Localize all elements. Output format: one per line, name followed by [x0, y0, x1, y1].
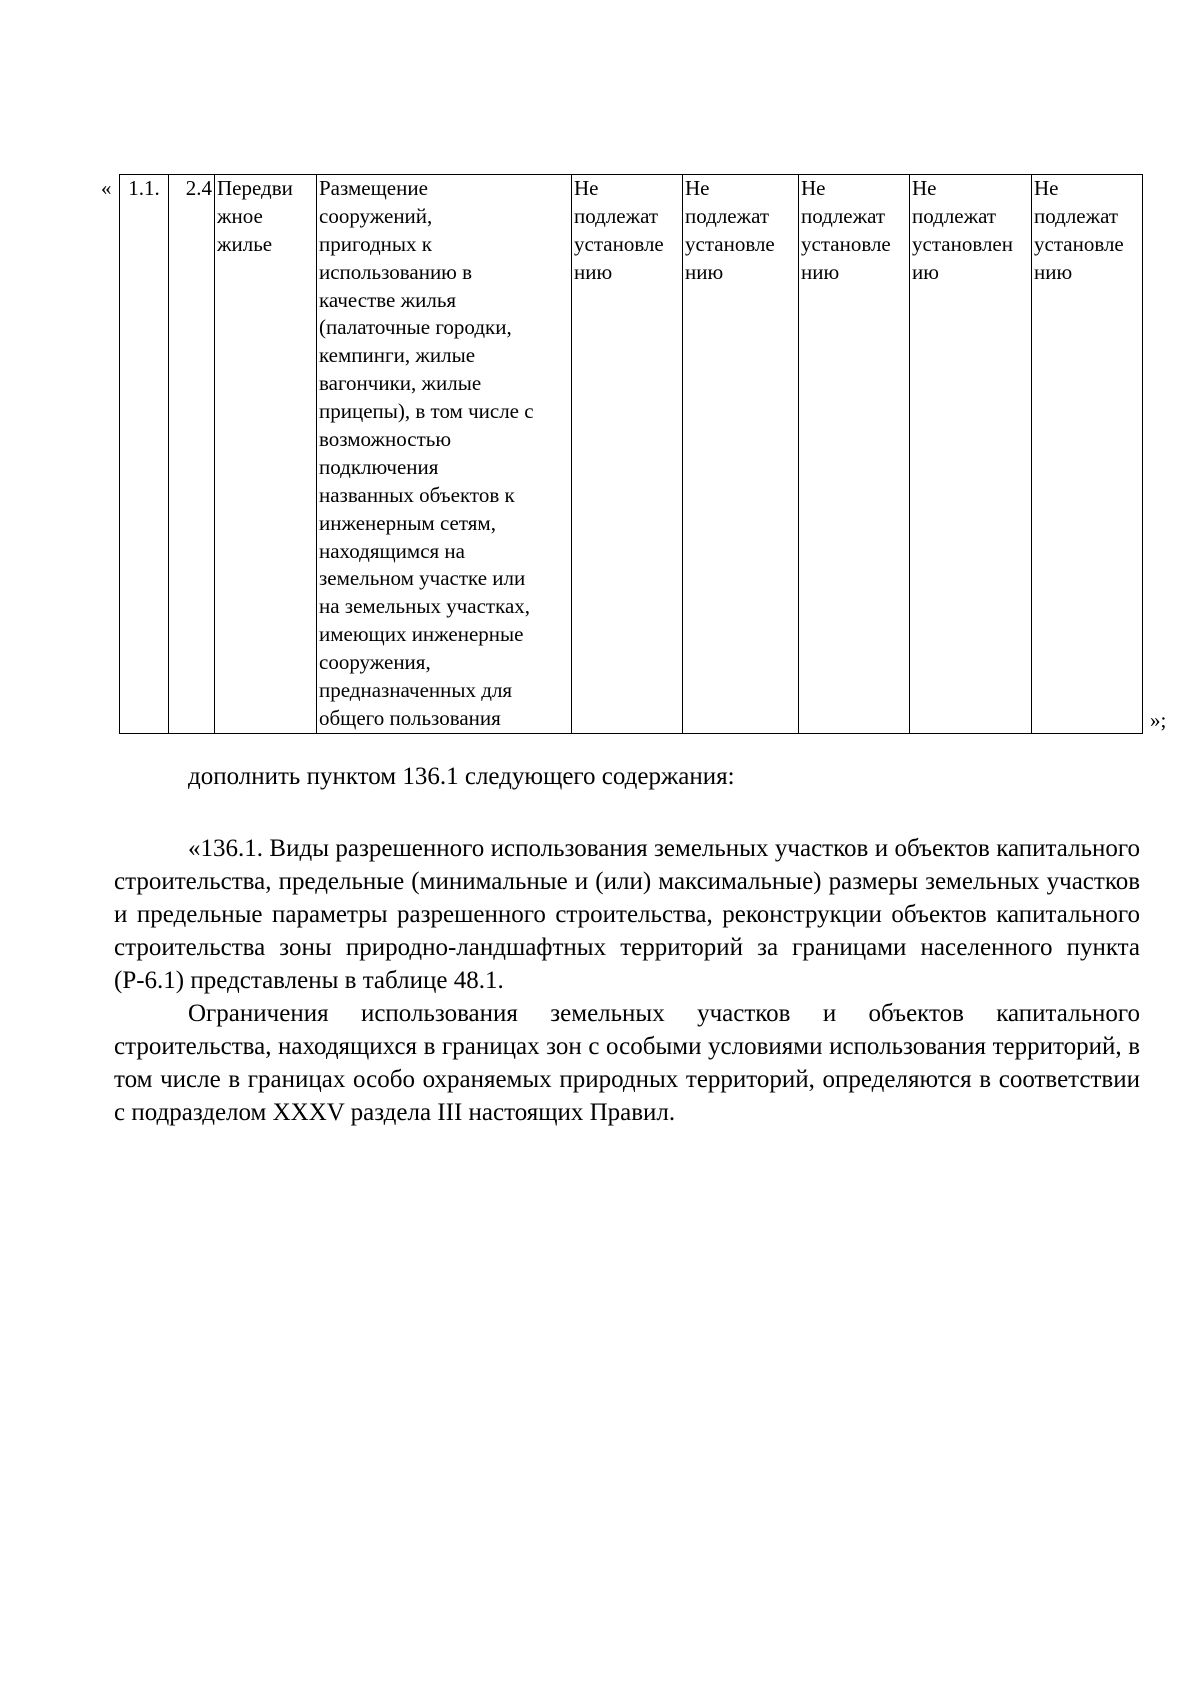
description-line: Размещение [319, 176, 428, 200]
param-line: установле [574, 231, 664, 256]
param-line: установле [801, 231, 891, 256]
description-line: вагончики, жилые [319, 371, 482, 396]
param-line: подлежат [574, 203, 659, 228]
param-line: Не [685, 176, 710, 200]
param-line: нию [685, 259, 724, 284]
param-line: установлен [912, 231, 1013, 256]
param-line: подлежат [912, 203, 997, 228]
cell-param-3 [799, 175, 910, 734]
cell-name [215, 175, 317, 734]
description-line: предназначенных для [319, 678, 513, 703]
description-line: имеющих инженерные [319, 622, 524, 647]
param-line: нию [574, 259, 613, 284]
table-row [120, 175, 1143, 734]
description-line: на земельных участках, [319, 594, 531, 619]
description-line: находящимся на [319, 538, 465, 563]
description-line: названных объектов к [319, 482, 515, 507]
name-line: жилье [217, 231, 273, 256]
intro-paragraph: дополнить пунктом 136.1 следующего содержания: [188, 763, 735, 790]
cell-param-2 [683, 175, 799, 734]
name-line: жное [217, 203, 263, 228]
param-line: подлежат [685, 203, 770, 228]
param-line: Не [1034, 176, 1059, 200]
param-line: установле [685, 231, 775, 256]
cell-code [169, 175, 215, 734]
cell-description [317, 175, 572, 734]
description-line: использованию в [319, 259, 473, 284]
cell-number [120, 175, 169, 734]
description-line: кемпинги, жилые [319, 343, 476, 368]
description-line: сооружений, [319, 203, 433, 228]
cell-param-4 [910, 175, 1032, 734]
param-line: ию [912, 259, 939, 284]
param-line: нию [801, 259, 840, 284]
description-line: подключения [319, 454, 439, 479]
description-line: возможностью [319, 427, 452, 452]
land-use-table [119, 174, 1143, 734]
param-line: Не [801, 176, 826, 200]
description-line: качестве жилья [319, 287, 457, 312]
description-line: общего пользования [319, 705, 501, 730]
param-line: подлежат [1034, 203, 1119, 228]
param-line: Не [912, 176, 937, 200]
item-136-1-paragraph: «136.1. Виды разрешенного использования земельных участков и объектов капитального строительства, предельные (минимальные и (или) максимальные) размеры земельных участков и предельные параметры разрешенного строительства, реконструкции объектов капитального строительства зоны природно-ландшафтных территорий за границами населенного пункта (Р-6.1) представлены в таблице 48.1. [114, 835, 1140, 994]
description-line: (палаточные городки, [319, 315, 512, 340]
description-line: сооружения, [319, 650, 431, 675]
param-line: Не [574, 176, 599, 200]
param-line: подлежат [801, 203, 886, 228]
description-line: прицепы), в том числе с [319, 399, 534, 424]
param-line: установле [1034, 231, 1124, 256]
cell-param-1 [572, 175, 683, 734]
row-number: 1.1. [128, 176, 160, 200]
description-line: земельном участке или [319, 566, 526, 591]
table-close-quote: »; [1150, 708, 1167, 732]
cell-param-5 [1032, 175, 1143, 734]
param-line: нию [1034, 259, 1073, 284]
row-code: 2.4 [185, 176, 212, 200]
name-line: Передви [217, 176, 293, 200]
description-line: пригодных к [319, 231, 432, 256]
table-open-quote: « [101, 176, 112, 200]
limits-paragraph: Ограничения использования земельных участков и объектов капитального строительства, находящихся в границах зон с особыми условиями использования территорий, в том числе в границах особо охраняемых природных территорий, определяются в соответствии с подразделом XXXV раздела III настоящих Правил. [114, 1000, 1140, 1126]
description-line: инженерным сетям, [319, 510, 496, 535]
